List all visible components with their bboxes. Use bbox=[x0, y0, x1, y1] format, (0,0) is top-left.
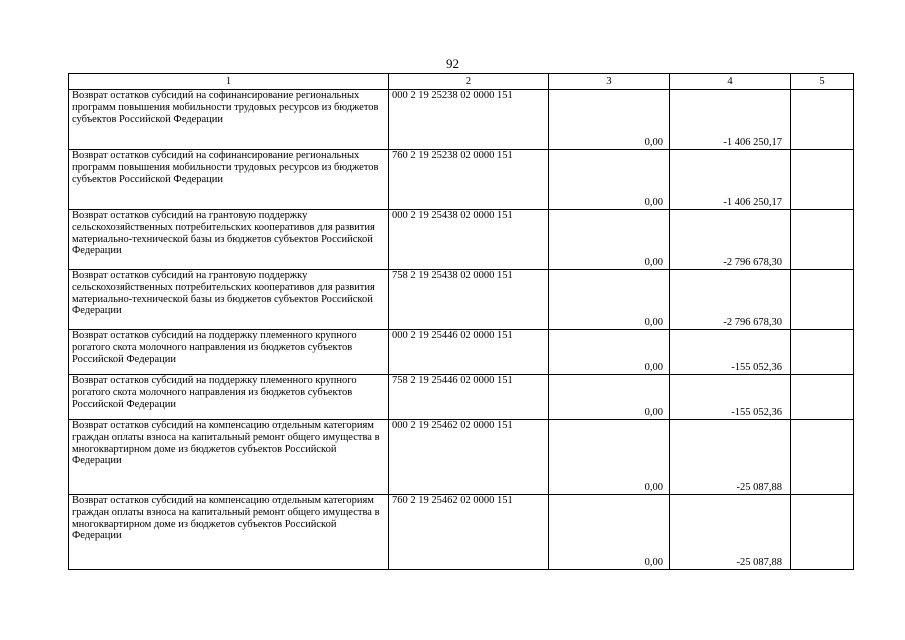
row-value-4: -25 087,88 bbox=[670, 495, 791, 570]
row-code: 000 2 19 25446 02 0000 151 bbox=[389, 330, 549, 375]
row-value-5 bbox=[791, 420, 854, 495]
row-code: 758 2 19 25446 02 0000 151 bbox=[389, 375, 549, 420]
column-header-1: 1 bbox=[69, 74, 389, 90]
table-row bbox=[69, 420, 854, 495]
row-code: 000 2 19 25238 02 0000 151 bbox=[389, 90, 549, 150]
column-header-2: 2 bbox=[389, 74, 549, 90]
row-value-4: -2 796 678,30 bbox=[670, 270, 791, 330]
column-header-4: 4 bbox=[670, 74, 791, 90]
row-value-4: -155 052,36 bbox=[670, 375, 791, 420]
row-value-5 bbox=[791, 495, 854, 570]
table-row bbox=[69, 90, 854, 150]
row-name: Возврат остатков субсидий на грантовую поддержку сельскохозяйственных потребительских кооперативов для развития материально-технической базы из бюджетов субъектов Российской Федерации bbox=[69, 270, 389, 330]
table-row bbox=[69, 150, 854, 210]
row-name: Возврат остатков субсидий на поддержку племенного крупного рогатого скота молочного направления из бюджетов субъектов Российской Федерации bbox=[69, 330, 389, 375]
row-value-5 bbox=[791, 90, 854, 150]
row-value-4: -25 087,88 bbox=[670, 420, 791, 495]
row-code: 760 2 19 25462 02 0000 151 bbox=[389, 495, 549, 570]
row-value-4: -155 052,36 bbox=[670, 330, 791, 375]
row-value-3: 0,00 bbox=[549, 330, 670, 375]
row-value-5 bbox=[791, 150, 854, 210]
row-code: 758 2 19 25438 02 0000 151 bbox=[389, 270, 549, 330]
table-row bbox=[69, 270, 854, 330]
column-header-5: 5 bbox=[791, 74, 854, 90]
row-value-5 bbox=[791, 210, 854, 270]
row-code: 000 2 19 25462 02 0000 151 bbox=[389, 420, 549, 495]
row-value-3: 0,00 bbox=[549, 495, 670, 570]
row-value-3: 0,00 bbox=[549, 270, 670, 330]
row-code: 760 2 19 25238 02 0000 151 bbox=[389, 150, 549, 210]
row-value-3: 0,00 bbox=[549, 420, 670, 495]
row-code: 000 2 19 25438 02 0000 151 bbox=[389, 210, 549, 270]
table-row bbox=[69, 375, 854, 420]
row-value-4: -1 406 250,17 bbox=[670, 150, 791, 210]
row-name: Возврат остатков субсидий на грантовую поддержку сельскохозяйственных потребительских кооперативов для развития материально-технической базы из бюджетов субъектов Российской Федерации bbox=[69, 210, 389, 270]
row-value-5 bbox=[791, 375, 854, 420]
header-row bbox=[69, 74, 854, 90]
table-row bbox=[69, 330, 854, 375]
table-row bbox=[69, 210, 854, 270]
row-name: Возврат остатков субсидий на компенсацию отдельным категориям граждан оплаты взноса на капитальный ремонт общего имущества в многоквартирном доме из бюджетов субъектов Российской Федерации bbox=[69, 495, 389, 570]
page-number: 92 bbox=[446, 56, 459, 71]
row-value-4: -1 406 250,17 bbox=[670, 90, 791, 150]
row-value-3: 0,00 bbox=[549, 375, 670, 420]
row-name: Возврат остатков субсидий на софинансирование региональных программ повышения мобильности трудовых ресурсов из бюджетов субъектов Российской Федерации bbox=[69, 150, 389, 210]
report-table bbox=[68, 73, 854, 570]
row-name: Возврат остатков субсидий на поддержку племенного крупного рогатого скота молочного направления из бюджетов субъектов Российской Федерации bbox=[69, 375, 389, 420]
row-value-5 bbox=[791, 330, 854, 375]
row-value-3: 0,00 bbox=[549, 90, 670, 150]
row-name: Возврат остатков субсидий на софинансирование региональных программ повышения мобильности трудовых ресурсов из бюджетов субъектов Российской Федерации bbox=[69, 90, 389, 150]
column-header-3: 3 bbox=[549, 74, 670, 90]
row-value-3: 0,00 bbox=[549, 210, 670, 270]
row-value-4: -2 796 678,30 bbox=[670, 210, 791, 270]
row-value-3: 0,00 bbox=[549, 150, 670, 210]
row-name: Возврат остатков субсидий на компенсацию отдельным категориям граждан оплаты взноса на капитальный ремонт общего имущества в многоквартирном доме из бюджетов субъектов Российской Федерации bbox=[69, 420, 389, 495]
table-row bbox=[69, 495, 854, 570]
row-value-5 bbox=[791, 270, 854, 330]
